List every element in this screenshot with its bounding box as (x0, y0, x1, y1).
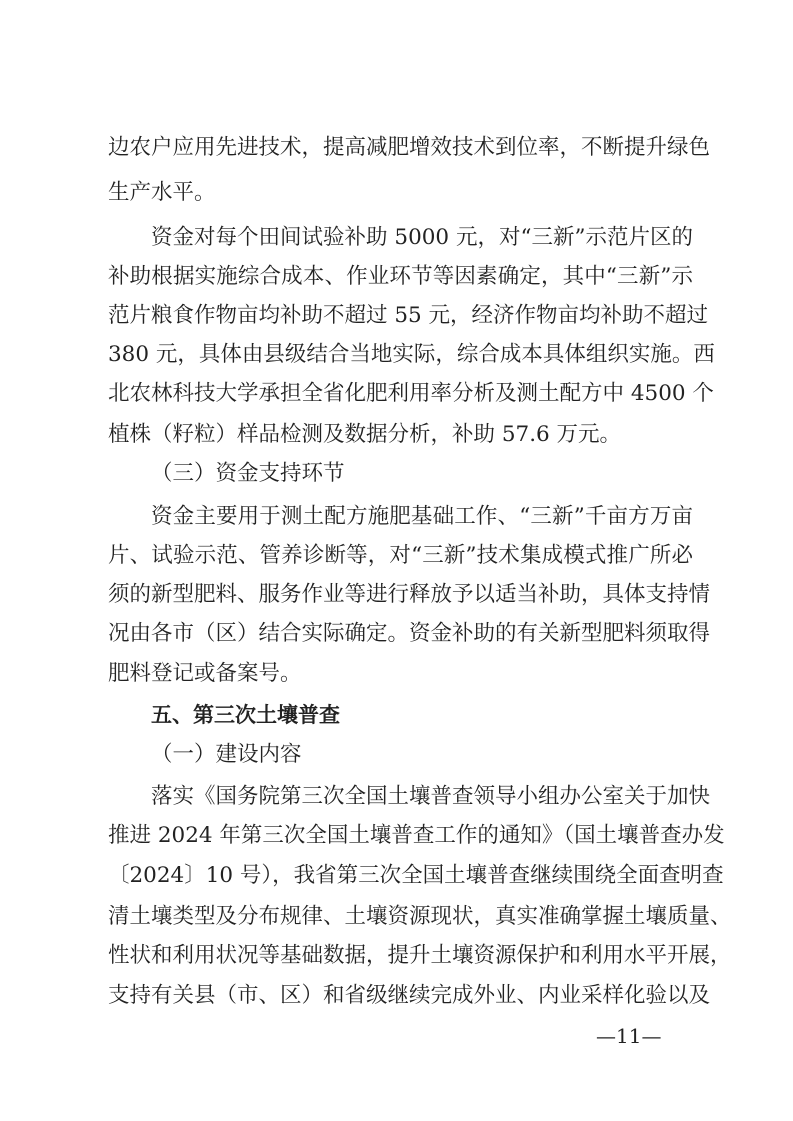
paragraph-line: 片、试验示范、管养诊断等，对“三新”技术集成模式推广所必 (108, 543, 693, 568)
paragraph-line: 资金主要用于测土配方施肥基础工作、“三新”千亩方万亩 (151, 504, 693, 529)
paragraph-line: 落实《国务院第三次全国土壤普查领导小组办公室关于加快 (151, 784, 711, 809)
paragraph-line: 补助根据实施综合成本、作业环节等因素确定，其中“三新”示 (108, 264, 693, 289)
paragraph-line: 生产水平。 (108, 180, 216, 205)
subsection-heading: （三）资金支持环节 (151, 461, 345, 486)
subsection-heading: （一）建设内容 (151, 742, 302, 767)
page-number: —11— (596, 1024, 662, 1048)
section-heading: 五、第三次土壤普查 (151, 703, 340, 727)
paragraph-line: 北农林科技大学承担全省化肥利用率分析及测土配方中 4500 个 (108, 381, 714, 406)
paragraph-line: 380 元，具体由县级结合当地实际，综合成本具体组织实施。西 (108, 342, 715, 367)
paragraph-line: 肥料登记或备案号。 (108, 661, 302, 686)
paragraph-line: 资金对每个田间试验补助 5000 元，对“三新”示范片区的 (151, 225, 693, 250)
paragraph-line: 推进 2024 年第三次全国土壤普查工作的通知》（国土壤普查办发 (108, 823, 725, 848)
paragraph-line: 况由各市（区）结合实际确定。资金补助的有关新型肥料须取得 (108, 621, 711, 646)
paragraph-line: 清土壤类型及分布规律、土壤资源现状，真实准确掌握土壤质量、 (108, 904, 732, 929)
paragraph-line: 〔2024〕10 号），我省第三次全国土壤普查继续围绕全面查明查 (108, 863, 724, 888)
paragraph-line: 支持有关县（市、区）和省级继续完成外业、内业采样化验以及 (108, 983, 711, 1008)
paragraph-line: 植株（籽粒）样品检测及数据分析，补助 57.6 万元。 (108, 422, 622, 447)
paragraph-line: 边农户应用先进技术，提高减肥增效技术到位率，不断提升绿色 (108, 135, 711, 160)
paragraph-line: 范片粮食作物亩均补助不超过 55 元，经济作物亩均补助不超过 (108, 303, 709, 328)
paragraph-line: 须的新型肥料、服务作业等进行释放予以适当补助，具体支持情 (108, 582, 711, 607)
paragraph-line: 性状和利用状况等基础数据，提升土壤资源保护和利用水平开展， (108, 943, 732, 968)
